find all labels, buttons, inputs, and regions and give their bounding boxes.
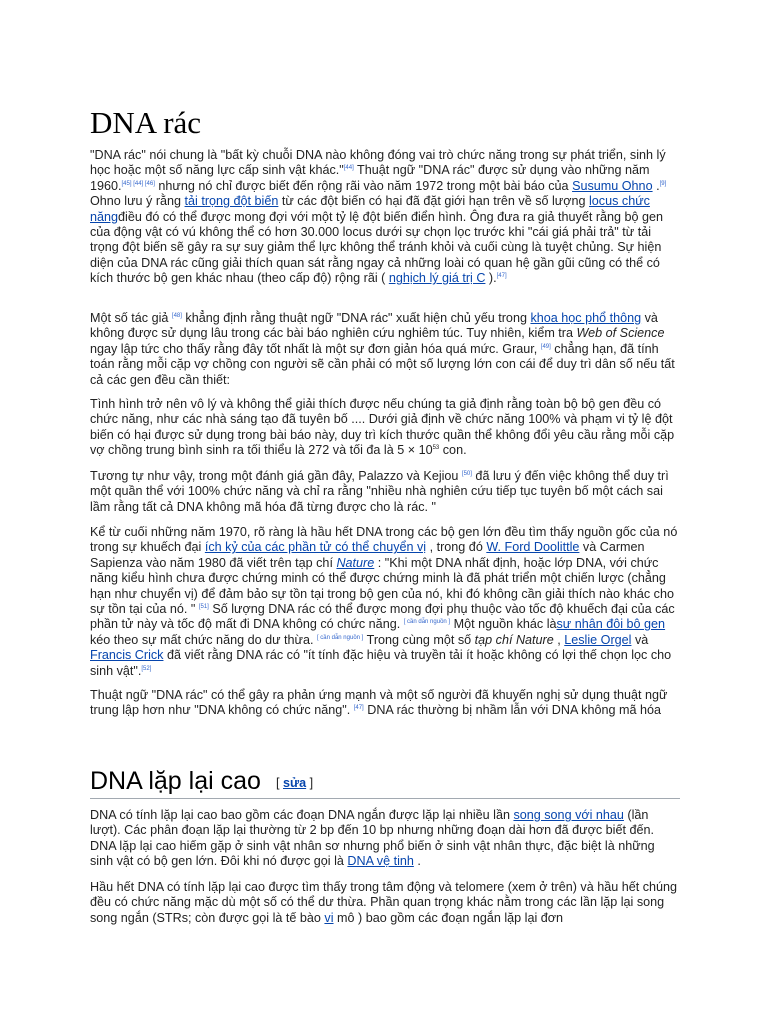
exponent: 53 [432, 445, 440, 452]
text: . [413, 854, 421, 869]
paragraph-terminology [90, 688, 678, 719]
citation-link[interactable]: [47] [353, 705, 364, 712]
edit-section-link[interactable]: sửa [283, 776, 307, 790]
text: "DNA rác" nói chung là "bất kỳ chuỗi DNA nào không đóng vai trò chức năng trong sự phát triển, sinh lý học hoặc một số năng lực cấp sinh vật khác." [90, 148, 666, 178]
link-susumu-ohno[interactable]: Susumu Ohno [572, 178, 653, 193]
page-title: DNA rác [90, 105, 202, 140]
text: ngay lập tức cho thấy rằng đây tốt nhất là một sự đơn giản hóa quá mức. Graur, [90, 341, 541, 356]
text: Số lượng DNA rác có thể được mong đợi phụ thuộc vào tốc độ khuếch đại của các phần tử này và tốc độ mất đi DNA không có chức năng. [90, 602, 675, 632]
text: Hầu hết DNA có tính lặp lại cao được tìm thấy trong tâm động và telomere (xem ở trên) và hầu hết chúng đều có chức năng mặc dù một số có thể dư thừa. Phần quan trọng khác nằm trong các lần lặp lại song song ngắn (STRs; còn được gọi là tế bào [90, 880, 678, 925]
paragraph-authors [90, 311, 678, 388]
text: Một nguồn khác là [450, 617, 557, 632]
text: và không được sử dụng lâu trong các bài báo nghiên cứu nghiêm túc. Tuy nhiên, kiểm tra [90, 311, 658, 341]
paragraph-history [90, 525, 678, 679]
link-francis-crick[interactable]: Francis Crick [90, 648, 164, 663]
text: DNA có tính lặp lại cao bao gồm các đoạn DNA ngắn được lặp lại nhiều lần [90, 808, 514, 822]
citation-link[interactable]: [47] [496, 273, 507, 280]
paragraph-palazzo [90, 469, 678, 515]
text: Thuật ngữ "DNA rác" có thể gây ra phản ứng mạnh và một số người đã khuyến nghị sử dụng thuật ngữ trung lập hơn như "DNA không có chức năng". [90, 688, 668, 718]
link-micro[interactable]: vi [324, 910, 334, 925]
text: DNA rác thường bị nhầm lẫn với DNA không mã hóa [363, 703, 661, 718]
citation-needed-link[interactable]: [ cần dẫn nguồn ] [316, 634, 364, 641]
link-popular-science[interactable]: khoa học phổ thông [530, 311, 642, 325]
italic-nature-journal: tạp chí Nature [474, 632, 554, 647]
citation-link[interactable]: [51] [198, 604, 209, 611]
citation-link[interactable]: [48] [171, 313, 182, 319]
text: và Carmen Sapienza vào năm 1980 đã viết trên tạp chí [90, 540, 645, 570]
paragraph-highly-repetitive [90, 808, 678, 870]
text: khẳng định rằng thuật ngữ "DNA rác" xuất hiện chủ yếu trong [181, 311, 531, 325]
citation-link[interactable]: [45] [44] [46] [121, 180, 155, 187]
text: : "Khi một DNA nhất định, hoặc lớp DNA, với chức năng kiểu hình chưa được chứng minh có thể được chứng minh là đã phát triển một chiến lược (chẳng hạn như chuyển vị) để đảm bảo sự tồn tại trong bộ gen của nó, khi đó không cần giải thích nào khác cho sự tồn tại của nó. " [90, 555, 674, 617]
text: chẳng hạn, đã tính toán rằng mỗi cặp vợ chồng con người sẽ cần phải có một số lượng lớn con cái để duy trì dân số nếu tất cả các gen đều cần thiết: [90, 341, 675, 387]
text: Ohno lưu ý rằng [90, 194, 185, 209]
text: điều đó có thể được mong đợi với một tỷ lệ đột biến điển hình. Ông đưa ra giả thuyết rằng bộ gen của động vật có vú không thể có hơn 30.000 locus dưới sự chọn lọc trước khi "cái giá phải trả" từ tải trọng đột biến sẽ gây ra sự suy giảm thể lực không thể tránh khỏi và cuối cùng là tuyệt chủng. Sự hiện diện của DNA rác cũng giải thích quan sát rằng ngay cả những loài có quan hệ gần gũi cũng có thể có kích thước bộ gen khác nhau (theo cấp độ) rộng rãi ( [90, 209, 664, 286]
link-functional-locus[interactable]: locus chức năng [90, 194, 650, 224]
text: con. [439, 443, 467, 458]
paragraph-quote [90, 397, 678, 459]
text: . [652, 178, 660, 193]
edit-bracket-open: [ [276, 776, 283, 790]
text: Tương tự như vậy, trong một đánh giá gần đây, Palazzo và Kejiou [90, 469, 462, 483]
citation-link[interactable]: [52] [141, 665, 152, 672]
citation-needed-link[interactable]: [ cần dẫn nguồn ] [403, 619, 451, 626]
text: Một số tác giả [90, 311, 172, 325]
italic-web-of-science: Web of Science [576, 326, 665, 341]
text: Kể từ cuối những năm 1970, rõ ràng là hầu hết DNA trong các bộ gen lớn đều tìm thấy nguồn gốc của nó trong sự khuếch đại [90, 525, 678, 555]
link-leslie-orgel[interactable]: Leslie Orgel [564, 632, 632, 647]
text: nhưng nó chỉ được biết đến rộng rãi vào năm 1972 trong một bài báo của [154, 178, 573, 193]
text: ). [485, 271, 497, 286]
link-nature[interactable]: Nature [336, 555, 375, 570]
link-mutational-load[interactable]: tải trọng đột biến [184, 194, 279, 209]
section-heading [90, 762, 680, 799]
text: đã lưu ý đến việc không thể duy trì một quần thể với 100% chức năng và chỉ ra rằng "nhiều nhà nghiên cứu tiếp tục tuyên bố một cách sai lầm rằng tất cả DNA không mã hóa đã từng được cho là rác. " [90, 469, 669, 514]
text: (lần lượt). Các phân đoạn lặp lại thường từ 2 bp đến 10 bp nhưng những đoạn dài hơn đã được biết đến. DNA lặp lại cao hiếm gặp ở sinh vật nhân sơ nhưng phổ biến ở sinh vật nhân thực, đặc biệt là những sinh vật có bộ gen lớn. Đôi khi nó được gọi là [90, 808, 655, 869]
text: mô ) bao gồm các đoạn ngắn lặp lại đơn [333, 910, 564, 925]
citation-link[interactable]: [44] [343, 165, 354, 172]
edit-bracket-close: ] [306, 776, 314, 790]
citation-link[interactable]: [50] [461, 471, 472, 477]
text: đã viết rằng DNA rác có "ít tính đặc hiệu và truyền tải ít hoặc không có lợi thế chọn lọc cho sinh vật". [90, 648, 672, 678]
text: và [631, 632, 649, 647]
paragraph-centromere [90, 880, 678, 926]
link-selfish-transposable-elements[interactable]: ích kỷ của các phần tử có thể chuyển vị [204, 540, 427, 555]
citation-link[interactable]: [49] [540, 343, 551, 350]
citation-link[interactable]: [9] [659, 180, 667, 187]
link-tandem[interactable]: song song với nhau [513, 808, 624, 822]
text: kéo theo sự mất chức năng do dư thừa. [90, 632, 317, 647]
text: từ các đột biến có hại đã đặt giới hạn trên về số lượng [278, 194, 589, 209]
link-c-value-paradox[interactable]: nghịch lý giá trị C [388, 271, 486, 286]
text: , [553, 632, 565, 647]
text: Thuật ngữ "DNA rác" được sử dụng vào những năm 1960. [90, 163, 650, 193]
text: Trong cùng một số [363, 632, 475, 647]
link-satellite-dna[interactable]: DNA vệ tinh [347, 854, 414, 869]
link-w-ford-doolittle[interactable]: W. Ford Doolittle [486, 540, 580, 555]
text: Tình hình trở nên vô lý và không thể giải thích được nếu chúng ta giả định rằng toàn bộ bộ gen đều có chức năng, như các nhà sáng tạo đã tuyên bố .... Dưới giả định về chức năng 100% và phạm vi tỷ lệ đột biến có hại được sử dụng trong bài báo này, duy trì kích thước quần thể không đổi yêu cầu rằng mỗi cặp vợ chồng trung bình sinh ra tối thiểu là 272 và tối đa là 5 × 10 [90, 397, 675, 458]
paragraph-intro [90, 148, 678, 287]
text: , trong đó [426, 540, 487, 555]
edit-section [276, 776, 313, 790]
section-title: DNA lặp lại cao [90, 767, 261, 795]
link-genome-duplication[interactable]: sự nhân đôi bộ gen [556, 617, 666, 632]
